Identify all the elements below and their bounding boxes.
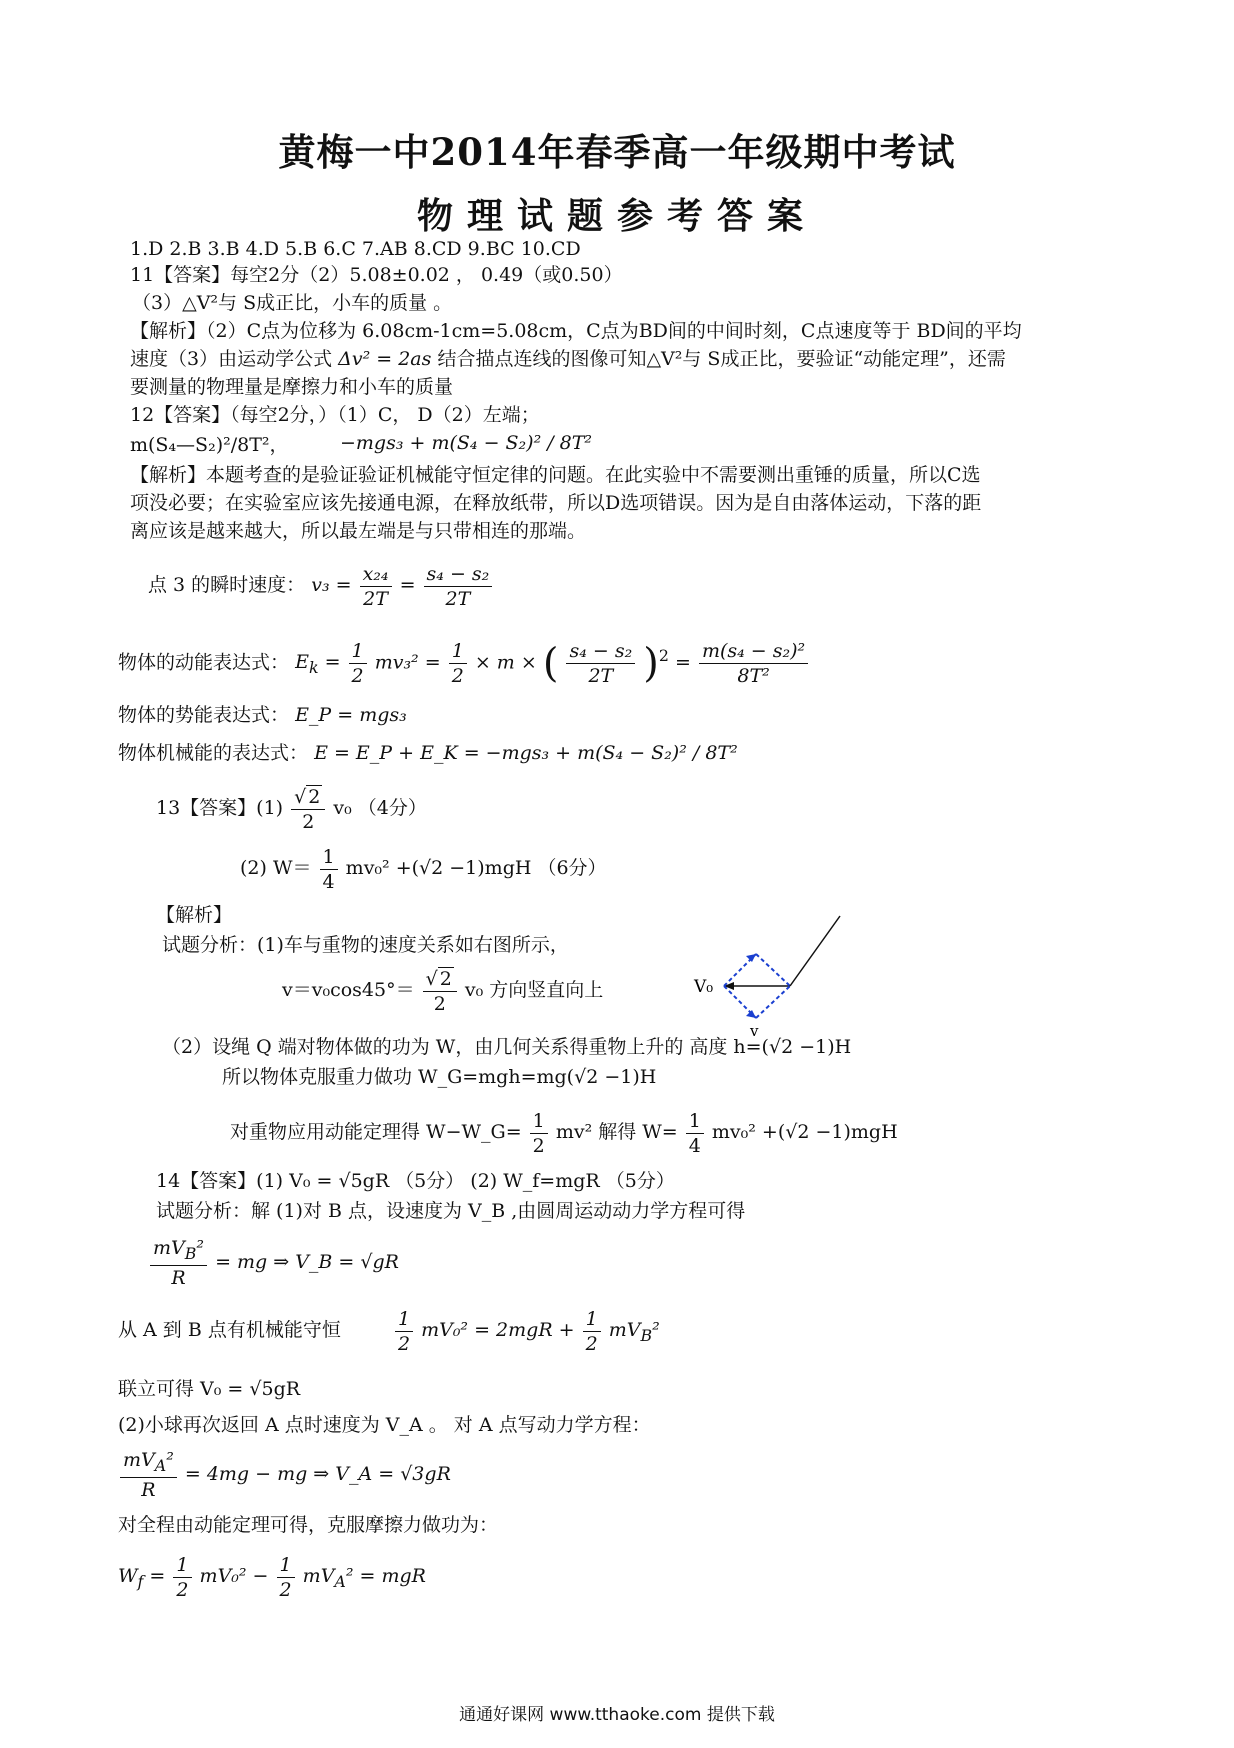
q12-answer: 12【答案】（每空2分，）（1）C， D（2）左端； (130, 404, 540, 426)
ek-frac-final: $\frac{\text{m(s₄ − s₂)²}}{\text{8T²}}$ (699, 639, 808, 688)
component-4 (756, 986, 790, 1018)
q14-g: 对全程由动能定理可得，克服摩擦力做功为： (118, 1514, 499, 1536)
v3-frac2: $\frac{\text{s₄ − s₂}}{2T}$ (424, 562, 493, 611)
q12-answer-2b (340, 430, 592, 456)
choice-answers: 1.D 2.B 3.B 4.D 5.B 6.C 7.AB 8.CD 9.BC 10.CD (130, 238, 581, 260)
q12-analysis-a: 【解析】本题考查的是验证验证机械能守恒定律的问题。在此实验中不需要测出重锤的质量，所以C选 (130, 464, 981, 486)
v3-eq: = (399, 574, 416, 596)
v3-symbol: v₃ = (311, 574, 352, 596)
q14-h-end: $mV_A^2$ = mgR (302, 1565, 426, 1591)
q11-answer: 11【答案】每空2分（2）5.08±0.02 ， 0.49（或0.50） (130, 264, 623, 286)
q12-formula: −mgs₃ + m(S₄ − S₂)² / 8T² (340, 432, 593, 454)
ep-formula: E_P = mgs₃ (295, 704, 407, 726)
e-line (118, 740, 738, 766)
q14-c-line (118, 1300, 660, 1366)
e-formula: E = E_P + E_K = −mgs₃ + m(S₄ − S₂)² / 8T² (314, 742, 738, 764)
ep-label: 物体的势能表达式： (118, 704, 290, 726)
ek-symbol: $E_k$ = (295, 651, 341, 678)
ek-m: × m × (474, 651, 537, 674)
component-2 (756, 954, 790, 986)
fig-label-v0: V₀ (694, 977, 714, 997)
q14-b-line (148, 1232, 399, 1292)
q14-a: 试题分析：解 (1)对 B 点，设速度为 V_B ,由圆周运动动力学方程可得 (156, 1200, 746, 1222)
q14-h-mid: mV₀² − (199, 1565, 269, 1587)
q14-c-end: $mV_B^2$ (608, 1319, 660, 1345)
q13-e-frac1: $\frac{1}{2}$ (530, 1109, 548, 1158)
q14-c-frac1: $\frac{1}{2}$ (395, 1307, 413, 1356)
q13-e-head: 对重物应用动能定理得 W−W_G= (230, 1121, 522, 1143)
q11-answer-3: （3）△V²与 S成正比，小车的质量 。 (132, 292, 453, 314)
ek-paren-l: ( (542, 640, 559, 687)
q13-e-tail: mv₀² +(√2 −1)mgH (711, 1121, 898, 1143)
ek-label: 物体的动能表达式： (118, 651, 290, 674)
q14-c-head: 从 A 到 B 点有机械能守恒 (118, 1319, 341, 1341)
fig-label-v: v (750, 1022, 759, 1040)
q13-answer2-head: (2) W＝ (240, 857, 312, 879)
q12-analysis-c: 离应该是越来越大，所以最左端是与只带相连的那端。 (130, 520, 587, 542)
q14-h-line (118, 1546, 426, 1612)
e-label: 物体机械能的表达式： (118, 742, 309, 764)
ek-half2: $\frac{1}{2}$ (449, 639, 467, 688)
q14-h-head: $W_f$ = (118, 1565, 166, 1591)
v3-frac1: $\frac{\text{x₂₄}}{2T}$ (360, 562, 392, 611)
q13-c: （2）设绳 Q 端对物体做的功为 W，由几何关系得重物上升的 高度 h=(√2 −1)H (162, 1036, 852, 1058)
q11-formula: Δv² = 2as (338, 348, 432, 370)
footer: 通通好课网 www.tthaoke.com 提供下载 (459, 1705, 775, 1725)
page-title: 黄梅一中2014年春季高一年级期中考试 (278, 130, 956, 174)
q14-f-line (118, 1444, 451, 1504)
q13-b-head: v＝v₀cos45°＝ (282, 979, 415, 1001)
velocity-diagram (680, 910, 850, 1040)
q14-f-frac: $mV_A^2$ R (120, 1448, 177, 1503)
q13-b-line (282, 962, 603, 1018)
q13-e-mid: mv² 解得 W= (555, 1121, 678, 1143)
q13-answer: 13【答案】(1) (156, 797, 284, 819)
q14-b-tail: = mg ⇒ V_B = √gR (215, 1251, 399, 1273)
rope-line (790, 916, 840, 986)
q13-answer-tail: v₀ （4分） (333, 797, 427, 819)
q12-answer-2a: m(S₄—S₂)²/8T²， (130, 434, 289, 456)
q13-e-frac2: $\frac{1}{4}$ (686, 1109, 704, 1158)
q11-analysis-c: 要测量的物理量是摩擦力和小车的质量 (130, 376, 454, 398)
q13-answer-line (156, 780, 427, 836)
component-arrowhead-2 (746, 1010, 756, 1018)
q13-analysis: 【解析】 (156, 904, 233, 926)
q14-c-frac2: $\frac{1}{2}$ (583, 1307, 601, 1356)
q14-answer: 14【答案】(1) V₀ = √5gR （5分） (2) W_f=mgR （5分） (156, 1170, 675, 1192)
page-subtitle: 物理试题参考答案 (416, 195, 817, 237)
q13-frac: $\frac{√ 2}{2}$ (291, 785, 325, 834)
ek-paren-r: ) (643, 640, 659, 687)
q11-analysis-b1: 速度（3）由运动学公式 (130, 348, 333, 370)
ek-frac: $\frac{\text{s₄ − s₂}}{2T}$ (566, 639, 635, 688)
q13-b-tail: v₀ 方向竖直向上 (464, 979, 604, 1001)
q13-d: 所以物体克服重力做功 W_G=mgh=mg(√2 −1)H (222, 1066, 657, 1088)
component-arrowhead-1 (746, 954, 756, 962)
q14-b-frac: $mV_B^2$ R (150, 1236, 207, 1291)
q11-analysis-b (130, 346, 1006, 372)
q13-answer2-frac: $\frac{1}{4}$ (320, 845, 338, 894)
q14-c-mid: mV₀² = 2mgR + (421, 1319, 575, 1341)
q14-f-tail: = 4mg − mg ⇒ V_A = √3gR (184, 1463, 451, 1485)
q13-e-line (230, 1104, 898, 1160)
ek-half: $\frac{1}{2}$ (349, 639, 367, 688)
ek-line: 物体的动能表达式： $E_k$ = $\frac{1}{2}$ mv₃² = $\frac{1}{2}$ × m × ( $\frac{\text{s₄ − s₂}}{2T}$ )$^2$ = $\frac{\text{m(s₄ − s₂)²}}{\text{8T²}}$ (118, 626, 810, 698)
q14-h-frac1: $\frac{1}{2}$ (173, 1553, 191, 1602)
ek-mv: mv₃² = (374, 651, 441, 674)
q14-h-frac2: $\frac{1}{2}$ (277, 1553, 295, 1602)
q12-analysis-b: 项没必要；在实验室应该先接通电源，在释放纸带，所以D选项错误。因为是自由落体运动，下落的距 (130, 492, 982, 514)
q13-answer2-tail: mv₀² +(√2 −1)mgH （6分） (345, 857, 607, 879)
v3-line (148, 556, 494, 614)
q11-analysis-b2: 结合描点连线的图像可知△V²与 S成正比，要验证“动能定理”，还需 (437, 348, 1006, 370)
ep-line (118, 702, 407, 728)
q14-d: 联立可得 V₀ = √5gR (118, 1378, 301, 1400)
q11-analysis-a: 【解析】（2）C点为位移为 6.08cm-1cm=5.08cm，C点为BD间的中间时刻，C点速度等于 BD间的平均 (130, 320, 1022, 342)
v3-label: 点 3 的瞬时速度： (148, 574, 306, 596)
q14-e: (2)小球再次返回 A 点时速度为 V_A 。 对 A 点写动力学方程： (118, 1414, 651, 1436)
ek-eq: = (674, 651, 691, 674)
q13-answer2-line (240, 840, 607, 896)
q13-a: 试题分析：(1)车与重物的速度关系如右图所示， (162, 934, 569, 956)
q13-b-frac: $\frac{√ 2}{2}$ (423, 967, 457, 1016)
